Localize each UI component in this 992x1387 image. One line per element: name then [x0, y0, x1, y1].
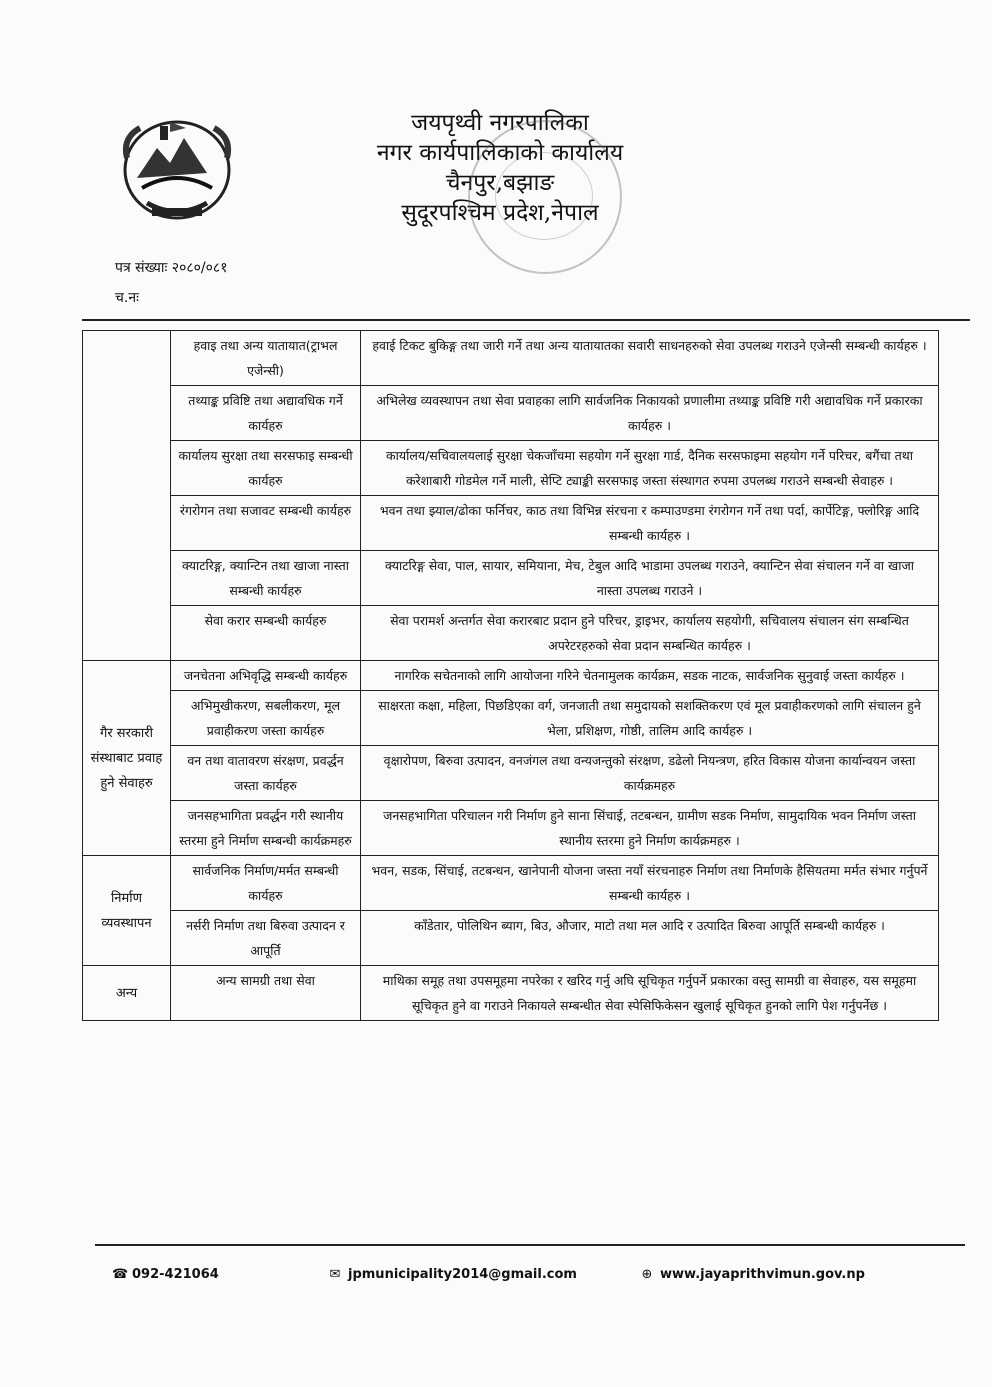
- category-cell: अभिमुखीकरण, सबलीकरण, मूल प्रवाहीकरण जस्ता कार्यहरु: [171, 691, 361, 746]
- group-cell: निर्माण व्यवस्थापन: [83, 856, 171, 966]
- office-address: चैनपुर,बझाङ: [445, 170, 555, 196]
- footer-rule: [95, 1244, 965, 1246]
- website-link[interactable]: www.jayaprithvimun.gov.np: [660, 1267, 865, 1282]
- description-cell: काँडेतार, पोलिथिन ब्याग, बिउ, औजार, माटो तथा मल आदि र उत्पादित बिरुवा आपूर्ति सम्बन्धी कार्यहरु ।: [361, 911, 939, 966]
- description-cell: भवन, सडक, सिंचाई, तटबन्धन, खानेपानी योजना जस्ता नयाँ संरचनाहरु निर्माण तथा निर्माणके हैसियतमा मर्मत संभार गर्नुपर्ने सम्बन्धी कार्यहरु ।: [361, 856, 939, 911]
- category-cell: तथ्याङ्क प्रविष्टि तथा अद्यावधिक गर्ने कार्यहरु: [171, 386, 361, 441]
- category-cell: सार्वजनिक निर्माण/मर्मत सम्बन्धी कार्यहरु: [171, 856, 361, 911]
- description-cell: क्याटरिङ्ग सेवा, पाल, सायार, समियाना, मेच, टेबुल आदि भाडामा उपलब्ध गराउने, क्यान्टिन सेवा संचालन गर्ने वा खाजा नास्ता उपलब्ध गराउने ।: [361, 551, 939, 606]
- mail-icon: ✉: [329, 1267, 341, 1282]
- category-cell: जनचेतना अभिवृद्धि सम्बन्धी कार्यहरु: [171, 661, 361, 691]
- reference-number: पत्र संख्याः २०८०/०८१: [115, 260, 228, 276]
- phone-number: 092-421064: [132, 1267, 219, 1282]
- table-row: [83, 691, 971, 746]
- header-rule: [82, 319, 970, 321]
- category-cell: रंगरोगन तथा सजावट सम्बन्धी कार्यहरु: [171, 496, 361, 551]
- table-row: [83, 661, 971, 691]
- description-cell: माथिका समूह तथा उपसमूहमा नपरेका र खरिद गर्नु अघि सूचिकृत गर्नुपर्ने प्रकारका वस्तु सामग्री वा सेवाहरु, यस समूहमा सूचिकृत हुने वा गराउने निकायले सम्बन्धीत सेवा स्पेसिफिकेसन खुलाई सूचिकृत हुनको लागि पेश गर्नुपर्नेछ ।: [361, 966, 939, 1021]
- category-cell: क्याटरिङ्ग, क्यान्टिन तथा खाजा नास्ता सम्बन्धी कार्यहरु: [171, 551, 361, 606]
- category-cell: जनसहभागिता प्रवर्द्धन गरी स्थानीय स्तरमा हुने निर्माण सम्बन्धी कार्यक्रमहरु: [171, 801, 361, 856]
- table-row: [83, 551, 971, 606]
- category-cell: वन तथा वातावरण संरक्षण, प्रवर्द्धन जस्ता कार्यहरु: [171, 746, 361, 801]
- description-cell: सेवा परामर्श अन्तर्गत सेवा करारबाट प्रदान हुने परिचर, ड्राइभर, कार्यालय सहयोगी, सचिवालय संचालन संग सम्बन्धित अपरेटरहरुको सेवा प्रदान सम्बन्धित कार्यहरु ।: [361, 606, 939, 661]
- table-row: [83, 911, 971, 966]
- description-cell: नागरिक सचेतनाको लागि आयोजना गरिने चेतनामुलक कार्यक्रम, सडक नाटक, सार्वजनिक सुनुवाई जस्ता कार्यहरु ।: [361, 661, 939, 691]
- globe-icon: ⊕: [641, 1267, 653, 1282]
- table-row: [83, 606, 971, 661]
- description-cell: साक्षरता कक्षा, महिला, पिछडिएका वर्ग, जनजाती तथा समुदायको सशक्तिकरण एवं मूल प्रवाहीकरणको लागि संचालन हुने भेला, प्रशिक्षण, गोष्ठी, तालिम आदि कार्यहरु ।: [361, 691, 939, 746]
- table-row: [83, 441, 971, 496]
- group-cell: [83, 331, 171, 661]
- table-row: [83, 746, 971, 801]
- email-address[interactable]: jpmunicipality2014@gmail.com: [348, 1267, 577, 1282]
- office-stamp-inner: [495, 152, 593, 240]
- description-cell: वृक्षारोपण, बिरुवा उत्पादन, वनजंगल तथा वन्यजन्तुको संरक्षण, डढेलो नियन्त्रण, हरित विकास योजना कार्यान्वयन जस्ता कार्यक्रमहरु: [361, 746, 939, 801]
- description-cell: जनसहभागिता परिचालन गरी निर्माण हुने साना सिंचाई, तटबन्धन, ग्रामीण सडक निर्माण, सामुदायिक भवन निर्माण जस्ता स्थानीय स्तरमा हुने निर्माण कार्यक्रमहरु ।: [361, 801, 939, 856]
- category-cell: कार्यालय सुरक्षा तथा सरसफाइ सम्बन्धी कार्यहरु: [171, 441, 361, 496]
- office-name: नगर कार्यपालिकाको कार्यालय: [376, 140, 624, 166]
- description-cell: भवन तथा झ्याल/ढोका फर्निचर, काठ तथा विभिन्न संरचना र कम्पाउण्डमा रंगरोगन गर्ने तथा पर्दा, कार्पेटिङ्ग, फ्लोरिङ्ग आदि सम्बन्धी कार्यहरु ।: [361, 496, 939, 551]
- table-row: [83, 331, 971, 386]
- province-name: सुदूरपश्चिम प्रदेश,नेपाल: [401, 200, 599, 226]
- table-row: [83, 496, 971, 551]
- description-cell: हवाई टिकट बुकिङ्ग तथा जारी गर्ने तथा अन्य यातायातका सवारी साधनहरुको सेवा उपलब्ध गराउने एजेन्सी सम्बन्धी कार्यहरु ।: [361, 331, 939, 386]
- footer-website: [640, 1267, 865, 1282]
- group-cell: अन्य: [83, 966, 171, 1021]
- nepal-emblem-logo: [112, 108, 242, 233]
- description-cell: कार्यालय/सचिवालयलाई सुरक्षा चेकजाँचमा सहयोग गर्ने सुरक्षा गार्ड, दैनिक सरसफाइमा सहयोग गर्ने परिचर, बगैंचा तथा करेशाबारी गोडमेल गर्ने माली, सेप्टि ट्याङ्की सरसफाइ जस्ता संस्थागत रुपमा उपलब्ध गराउने सम्बन्धी सेवाहरु ।: [361, 441, 939, 496]
- group-cell: गैर सरकारी संस्थाबाट प्रवाह हुने सेवाहरु: [83, 661, 171, 856]
- service-category-table: [82, 330, 971, 1021]
- category-cell: अन्य सामग्री तथा सेवा: [171, 966, 361, 1021]
- municipality-name: जयपृथ्वी नगरपालिका: [411, 110, 589, 136]
- table-row: [83, 966, 971, 1021]
- category-cell: सेवा करार सम्बन्धी कार्यहरु: [171, 606, 361, 661]
- description-cell: अभिलेख व्यवस्थापन तथा सेवा प्रवाहका लागि सार्वजनिक निकायको प्रणालीमा तथ्याङ्क प्रविष्टि गरी अद्यावधिक गर्ने प्रकारका कार्यहरु ।: [361, 386, 939, 441]
- dispatch-number: च.नः: [115, 290, 139, 306]
- category-cell: नर्सरी निर्माण तथा बिरुवा उत्पादन र आपूर्ति: [171, 911, 361, 966]
- phone-icon: ☎: [112, 1267, 129, 1282]
- category-cell: हवाइ तथा अन्य यातायात(ट्राभल एजेन्सी): [171, 331, 361, 386]
- table-row: [83, 801, 971, 856]
- table-row: [83, 386, 971, 441]
- footer-phone: [112, 1267, 219, 1282]
- footer-email: [328, 1267, 577, 1282]
- table-row: [83, 856, 971, 911]
